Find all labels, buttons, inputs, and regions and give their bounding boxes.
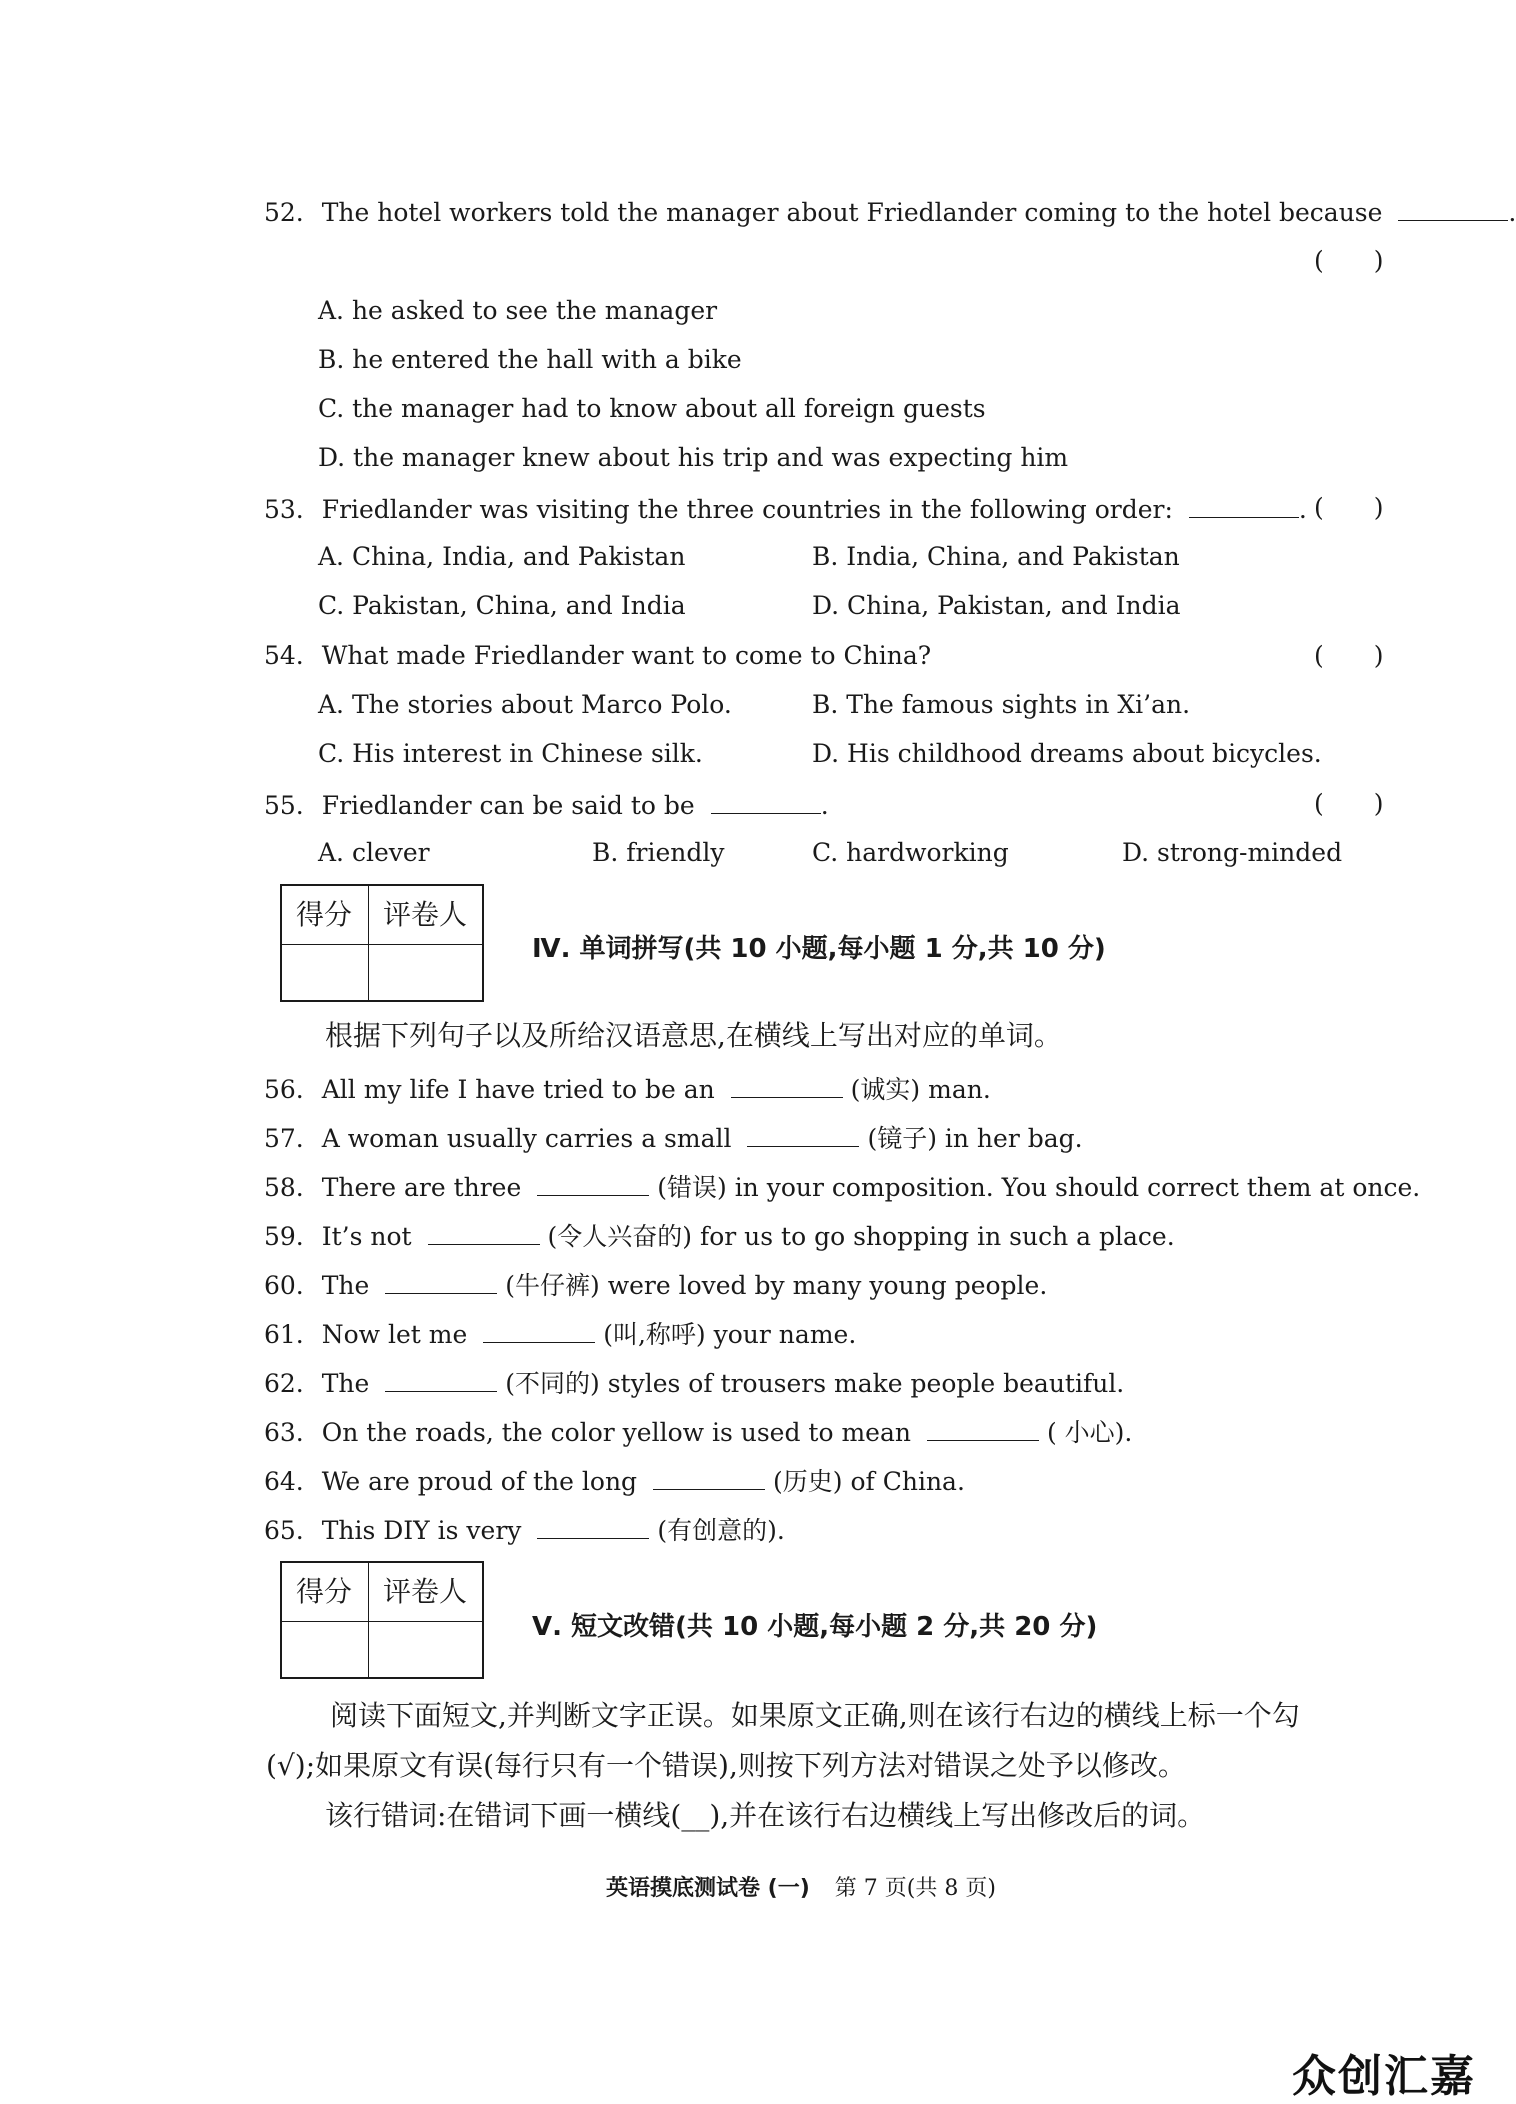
section-5-instruction-line-2: (√);如果原文有误(每行只有一个错误),则按下列方法对错误之处予以修改。: [266, 1749, 1186, 1782]
footer-page-number: 第 7 页(共 8 页): [834, 1876, 996, 1901]
option-53a: A. China, India, and Pakistan: [318, 542, 686, 571]
spelling-item-60: 60. The (牛仔裤) were loved by many young people.: [264, 1271, 1048, 1300]
question-number: 52.: [264, 198, 304, 227]
spelling-item-63: 63. On the roads, the color yellow is used to mean ( 小心).: [264, 1418, 1133, 1447]
question-53: 53. Friedlander was visiting the three countries in the following order: .: [264, 495, 1307, 524]
option-54b: B. The famous sights in Xi’an.: [812, 690, 1191, 719]
score-box-section-4: [280, 884, 484, 1002]
question-52: 52. The hotel workers told the manager about Friedlander coming to the hotel because .: [264, 198, 1516, 227]
question-text: The hotel workers told the manager about Friedlander coming to the hotel because: [321, 198, 1383, 227]
score-box-divider: [368, 1563, 369, 1677]
spelling-item-61: 61. Now let me (叫,称呼) your name.: [264, 1320, 857, 1349]
section-5-instruction-line-1: 阅读下面短文,并判断文字正误。如果原文正确,则在该行右边的横线上标一个勾: [330, 1699, 1300, 1732]
section-5-instruction-line-3: 该行错词:在错词下画一横线(__),并在该行右边横线上写出修改后的词。: [325, 1799, 1206, 1832]
answer-blank[interactable]: [1189, 495, 1299, 518]
section-5-title: Ⅴ. 短文改错(共 10 小题,每小题 2 分,共 20 分): [532, 1612, 1098, 1642]
answer-paren[interactable]: ( ): [1314, 789, 1384, 818]
footer-title: 英语摸底测试卷 (一): [606, 1876, 810, 1901]
answer-blank[interactable]: [927, 1418, 1039, 1441]
question-number: 54.: [264, 641, 304, 670]
spelling-item-59: 59. It’s not (令人兴奋的) for us to go shopping in such a place.: [264, 1222, 1175, 1251]
option-53c: C. Pakistan, China, and India: [318, 591, 686, 620]
answer-blank[interactable]: [731, 1075, 843, 1098]
option-55b: B. friendly: [592, 838, 725, 867]
answer-blank[interactable]: [711, 791, 821, 814]
answer-blank[interactable]: [483, 1320, 595, 1343]
question-text: Friedlander can be said to be: [321, 791, 695, 820]
answer-blank[interactable]: [428, 1222, 540, 1245]
question-text: What made Friedlander want to come to China?: [321, 641, 932, 670]
option-52c: C. the manager had to know about all foreign guests: [318, 394, 986, 423]
answer-paren[interactable]: ( ): [1314, 641, 1384, 670]
score-label: 得分: [296, 898, 353, 931]
score-box-section-5: [280, 1561, 484, 1679]
spelling-item-64: 64. We are proud of the long (历史) of China.: [264, 1467, 965, 1496]
option-52d: D. the manager knew about his trip and was expecting him: [318, 443, 1069, 472]
spelling-item-57: 57. A woman usually carries a small (镜子) in her bag.: [264, 1124, 1083, 1153]
score-box-divider: [368, 886, 369, 1000]
spelling-item-58: 58. There are three (错误) in your composition. You should correct them at once.: [264, 1173, 1421, 1202]
option-52b: B. he entered the hall with a bike: [318, 345, 742, 374]
grader-label: 评卷人: [383, 1575, 468, 1608]
option-54a: A. The stories about Marco Polo.: [318, 690, 732, 719]
page-footer: [606, 1878, 996, 1900]
answer-blank[interactable]: [385, 1271, 497, 1294]
answer-blank[interactable]: [653, 1467, 765, 1490]
question-text: Friedlander was visiting the three countries in the following order:: [321, 495, 1173, 524]
section-4-instruction: 根据下列句子以及所给汉语意思,在横线上写出对应的单词。: [325, 1019, 1062, 1052]
answer-blank[interactable]: [537, 1173, 649, 1196]
answer-blank[interactable]: [747, 1124, 859, 1147]
question-number: 55.: [264, 791, 304, 820]
score-box-divider: [282, 944, 482, 945]
option-53d: D. China, Pakistan, and India: [812, 591, 1181, 620]
answer-blank[interactable]: [1398, 198, 1508, 221]
spelling-item-62: 62. The (不同的) styles of trousers make people beautiful.: [264, 1369, 1125, 1398]
answer-paren[interactable]: ( ): [1314, 246, 1384, 275]
question-55: 55. Friedlander can be said to be .: [264, 791, 829, 820]
watermark-logo: 众创汇嘉: [1292, 2051, 1476, 2102]
score-label: 得分: [296, 1575, 353, 1608]
answer-blank[interactable]: [385, 1369, 497, 1392]
section-4-title: Ⅳ. 单词拼写(共 10 小题,每小题 1 分,共 10 分): [532, 934, 1106, 964]
option-54d: D. His childhood dreams about bicycles.: [812, 739, 1322, 768]
answer-blank[interactable]: [537, 1516, 649, 1539]
option-54c: C. His interest in Chinese silk.: [318, 739, 703, 768]
answer-paren[interactable]: ( ): [1314, 493, 1384, 522]
spelling-item-56: 56. All my life I have tried to be an (诚实) man.: [264, 1075, 991, 1104]
question-number: 53.: [264, 495, 304, 524]
option-52a: A. he asked to see the manager: [318, 296, 718, 325]
score-box-divider: [282, 1621, 482, 1622]
option-55c: C. hardworking: [812, 838, 1009, 867]
grader-label: 评卷人: [383, 898, 468, 931]
spelling-item-65: 65. This DIY is very (有创意的).: [264, 1516, 785, 1545]
option-55d: D. strong-minded: [1122, 838, 1343, 867]
option-55a: A. clever: [318, 838, 430, 867]
option-53b: B. India, China, and Pakistan: [812, 542, 1180, 571]
question-54: [264, 643, 931, 668]
